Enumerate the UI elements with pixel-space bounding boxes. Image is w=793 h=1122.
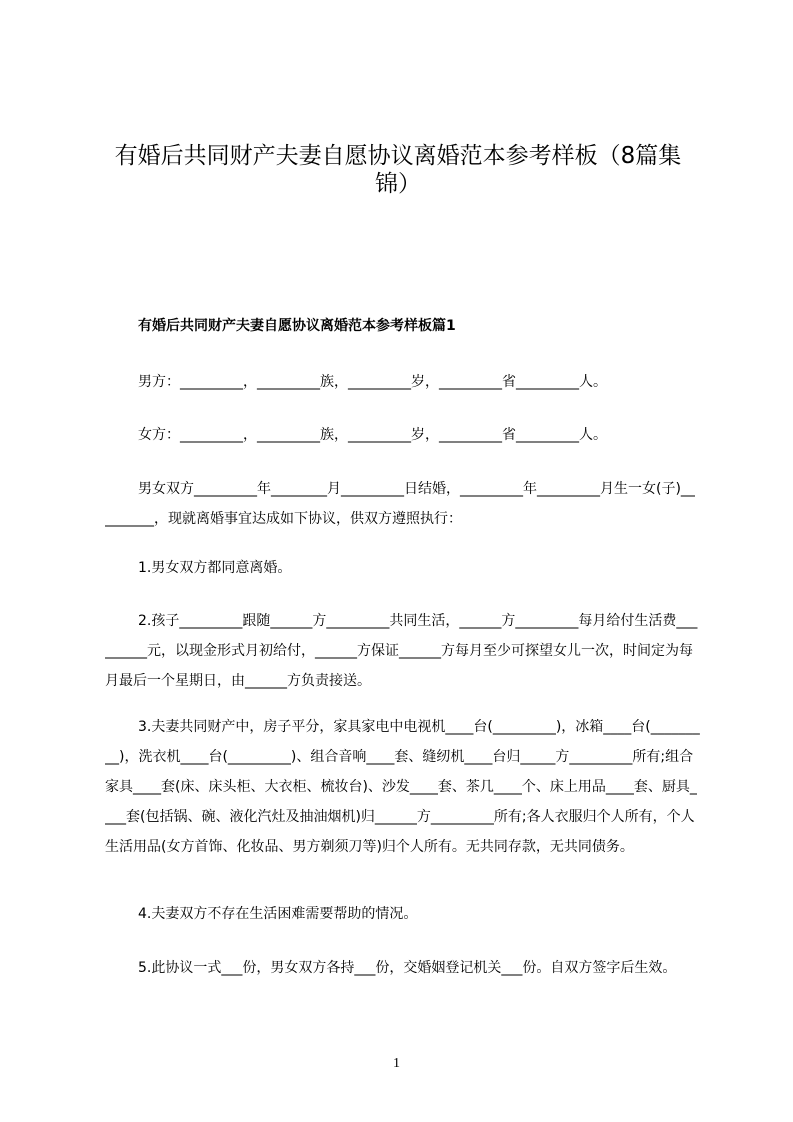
section-heading: 有婚后共同财产夫妻自愿协议离婚范本参考样板篇1 <box>138 318 456 334</box>
agreement-item-1: 1.男女双方都同意离婚。 <box>138 560 292 576</box>
male-party-line: 男方：_________，_________族，_________岁，_________省_________人。 <box>138 374 607 390</box>
marriage-paragraph: 男女双方_________年________月_________日结婚，_________年_________月生一女(子)_________，现就离婚事宜达成如下协议，供双方遵照执行： <box>105 481 695 527</box>
agreement-item-5: 5.此协议一式___份，男女双方各持___份，交婚姻登记机关___份。自双方签字后生效。 <box>138 960 677 976</box>
female-party-line: 女方：_________，_________族，_________岁，_________省_________人。 <box>138 427 607 443</box>
agreement-item-3: 3.夫妻共同财产中，房子平分，家具家电中电视机____台(_________)，冰箱____台(_________)，洗衣机____台(_________)、组合音响____套、缝纫机____台归_____方_________所有;组合家具____套(床、床头柜、大衣柜、梳妆台)、沙发____套、茶几____个、床上用品____套、厨具____套(包括锅、碗、液化汽灶及抽油烟机)归______方_________所有;各人衣服归个人所有，个人生活用品(女方首饰、化妆品、男方剃须刀等)归个人所有。无共同存款，无共同债务。 <box>105 719 700 855</box>
agreement-item-2: 2.孩子_________跟随______方_________共同生活，______方_________每月给付生活费_________元，以现金形式月初给付，______方保证______方每月至少可探望女儿一次，时间定为每月最后一个星期日，由______方负责接送。 <box>105 613 698 689</box>
document-title: 有婚后共同财产夫妻自愿协议离婚范本参考样板（8篇集锦） <box>114 143 682 197</box>
agreement-item-4: 4.夫妻双方不存在生活困难需要帮助的情况。 <box>138 906 418 922</box>
page-number: 1 <box>393 1056 400 1071</box>
